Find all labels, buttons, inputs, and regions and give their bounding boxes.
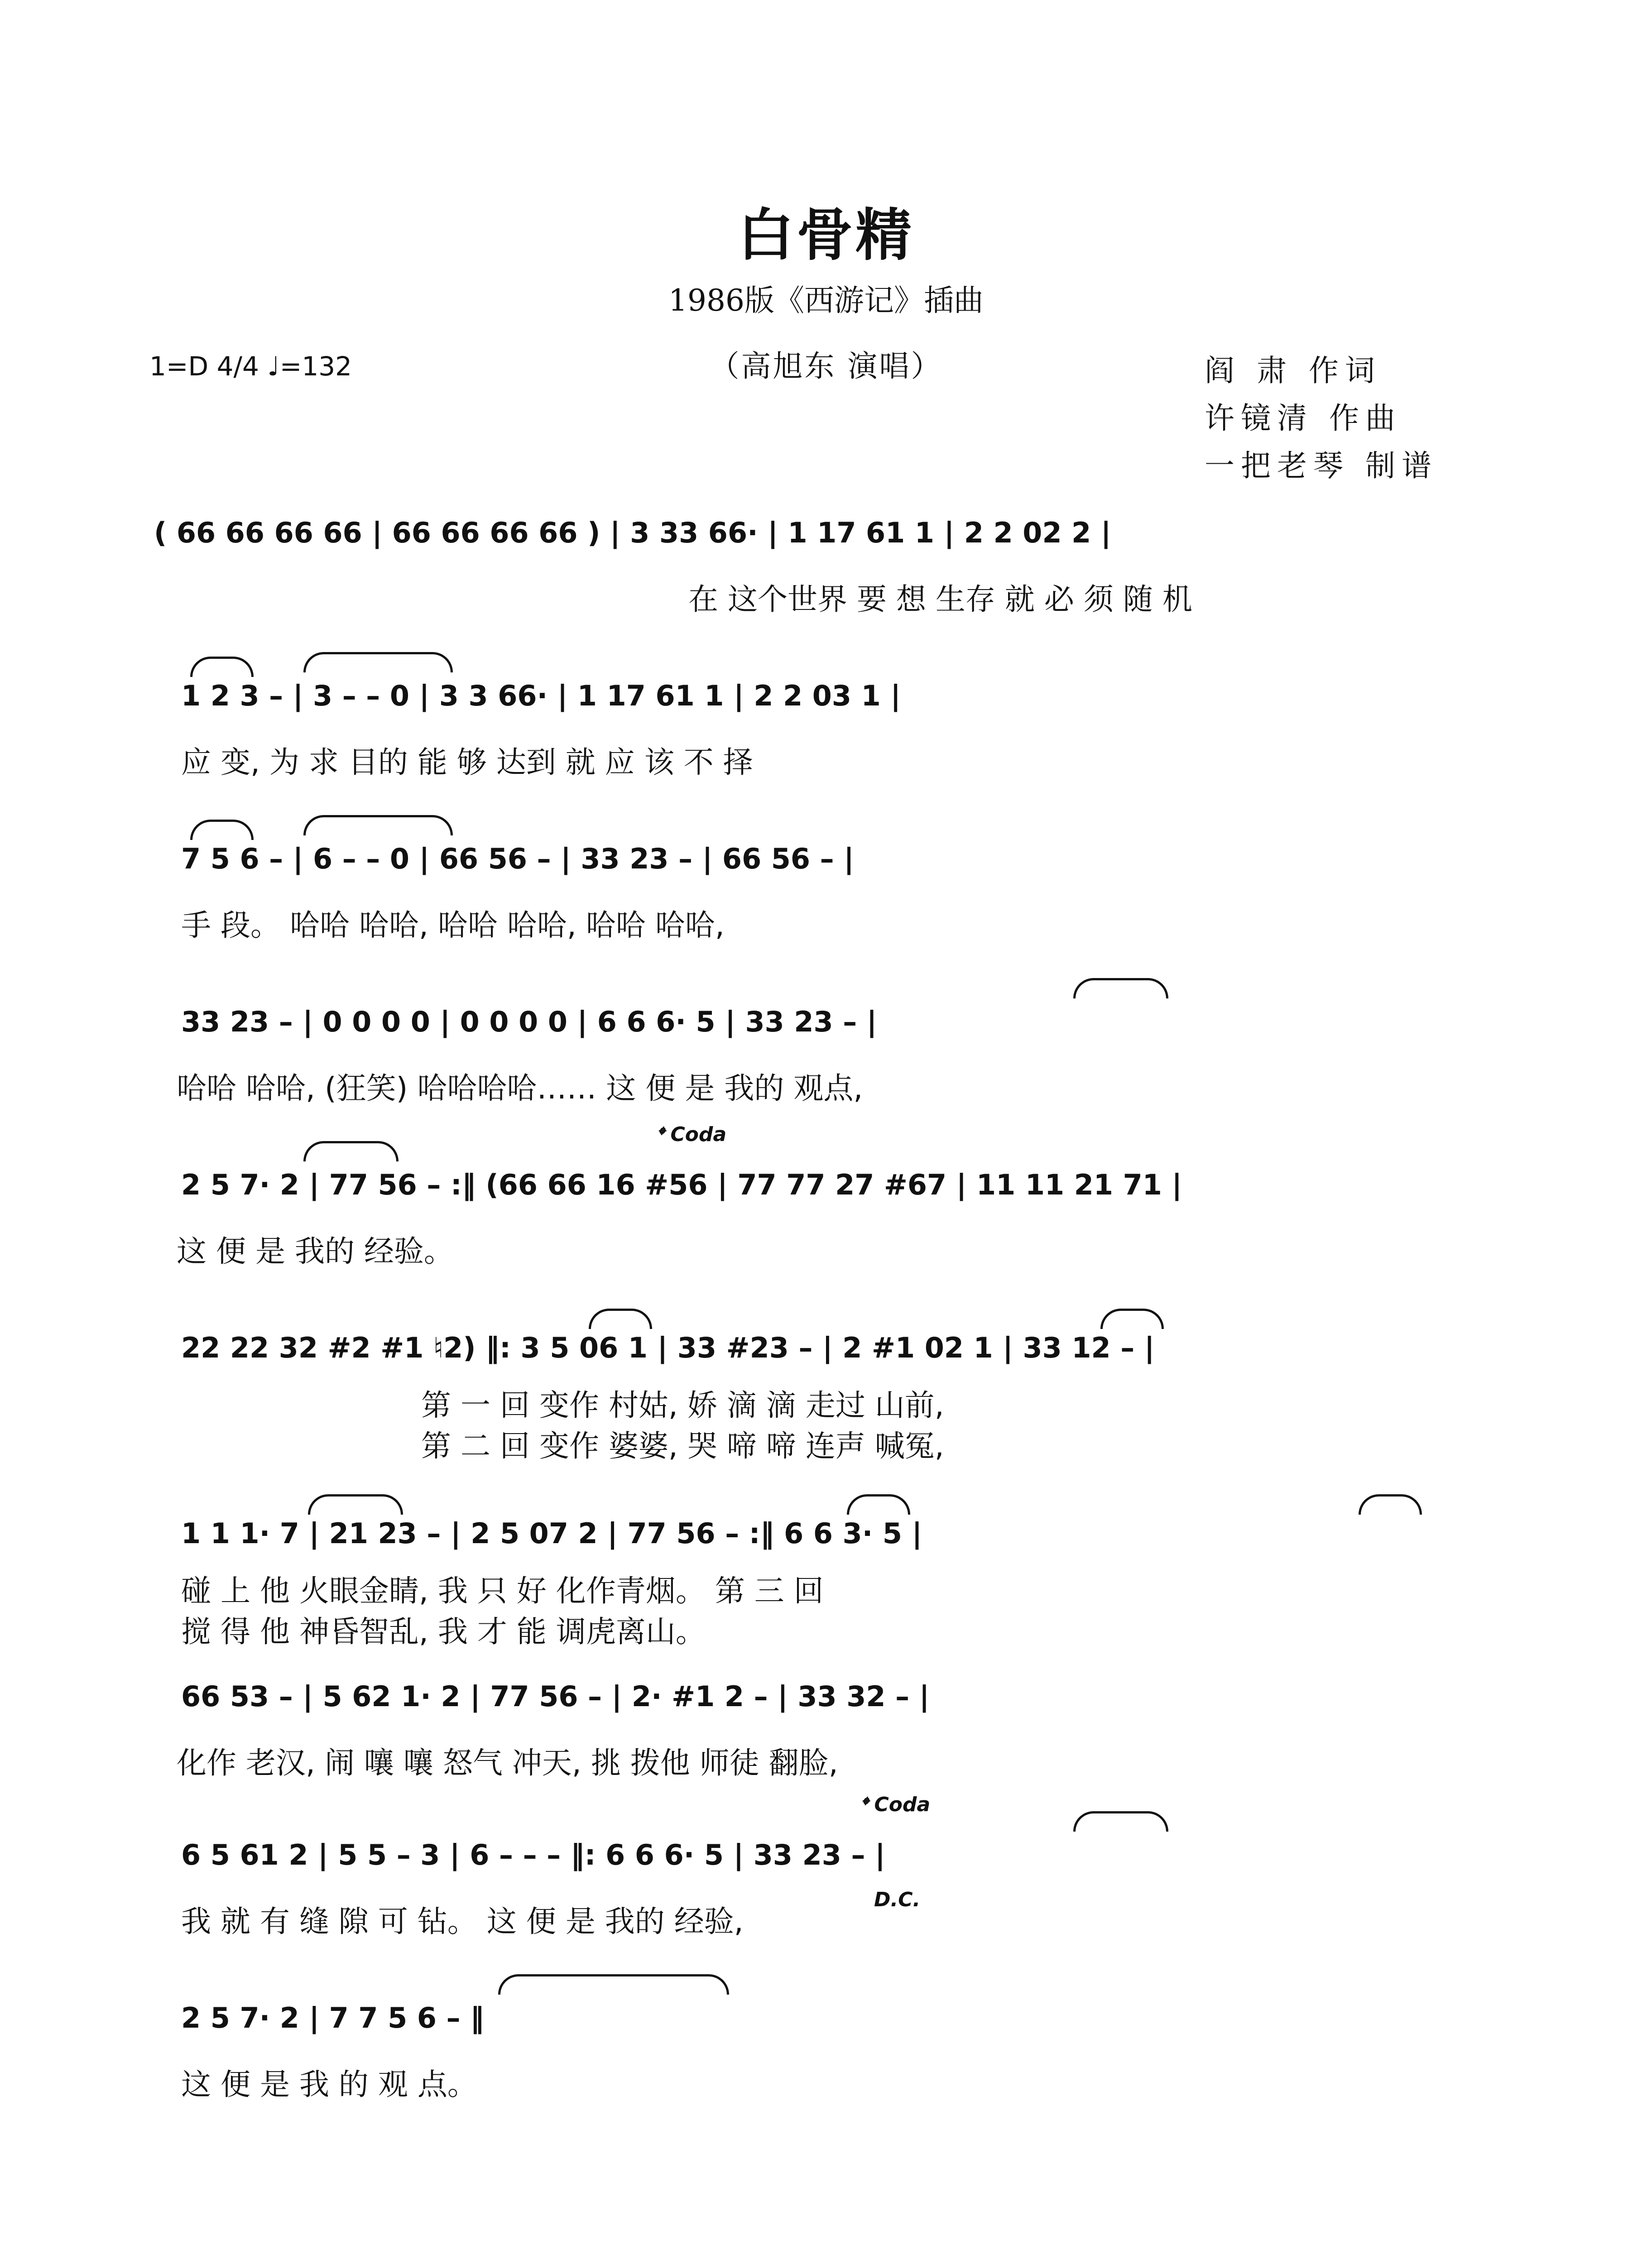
transcriber-credit: 一把老琴 制谱 [1205,448,1438,483]
song-subtitle: 1986版《西游记》插曲 [668,283,984,318]
tie-slur [303,815,453,835]
tie-slur [589,1309,652,1329]
tie-slur [190,820,254,840]
notation-line: ( 66 66 66 66 | 66 66 66 66 ) | 3 33 66· | 1 17 61 1 | 2 2 02 2 | [154,516,1111,549]
composer-credit: 许镜清 作曲 [1205,401,1402,436]
notation-line: 6 5 61 2 | 5 5 – 3 | 6 – – – ‖: 6 6 6· 5 | 33 23 – | [181,1838,885,1871]
tie-slur [303,652,453,672]
lyric-line: 哈哈 哈哈, (狂笑) 哈哈哈哈…… 这 便 是 我的 观点, [177,1071,863,1106]
coda-mark: 𝄌 Coda [657,1123,727,1146]
lyric-line: 这 便 是 我 的 观 点。 [181,2067,477,2102]
tie-slur [1073,1811,1168,1832]
lyric-line-verse1: 碰 上 他 火眼金睛, 我 只 好 化作青烟。 第 三 回 [181,1573,824,1608]
lyric-line: 应 变, 为 求 目的 能 够 达到 就 应 该 不 择 [181,745,753,780]
lyric-line-verse2: 第 二 回 变作 婆婆, 哭 啼 啼 连声 喊冤, [421,1429,944,1463]
tie-slur [308,1494,403,1515]
notation-line: 7 5 6 – | 6 – – 0 | 66 56 – | 33 23 – | 66 56 – | [181,842,854,875]
lyric-line-verse2: 搅 得 他 神昏智乱, 我 才 能 调虎离山。 [181,1614,706,1649]
notation-line: 2 5 7· 2 | 77 56 – :‖ (66 66 16 #56 | 77 77 27 #67 | 11 11 21 71 | [181,1168,1182,1201]
key-tempo: 1=D 4/4 ♩=132 [149,351,352,382]
tie-slur [847,1494,910,1515]
lyric-line: 手 段。 哈哈 哈哈, 哈哈 哈哈, 哈哈 哈哈, [181,908,725,943]
song-title: 白骨精 [737,202,914,268]
lyricist-credit: 阎 肃 作词 [1205,353,1381,388]
lyric-line: 我 就 有 缝 隙 可 钻。 这 便 是 我的 经验, [181,1904,744,1939]
performer: （高旭东 演唱） [709,349,943,384]
notation-line: 66 53 – | 5 62 1· 2 | 77 56 – | 2· #1 2 – | 33 32 – | [181,1680,930,1713]
coda-mark: 𝄌 Coda [860,1793,931,1816]
dc-mark: D.C. [874,1888,921,1911]
tie-slur [190,657,254,677]
notation-line: 2 5 7· 2 | 7 7 5 6 – ‖ [181,2001,485,2034]
coda-label: Coda [874,1793,931,1816]
coda-label: Coda [670,1123,727,1146]
tie-slur [303,1141,399,1161]
notation-line: 33 23 – | 0 0 0 0 | 0 0 0 0 | 6 6 6· 5 | 33 23 – | [181,1005,877,1038]
lyric-line-verse1: 第 一 回 变作 村姑, 娇 滴 滴 走过 山前, [421,1388,944,1423]
tie-slur [1359,1494,1422,1515]
tie-slur [1073,978,1168,998]
lyric-line: 化作 老汉, 闹 嚷 嚷 怒气 冲天, 挑 拨他 师徒 翻脸, [177,1746,838,1780]
tie-slur [1100,1309,1164,1329]
notation-line: 22 22 32 #2 #1 ♮2) ‖: 3 5 06 1 | 33 #23 – | 2 #1 02 1 | 33 12 – | [181,1331,1155,1364]
notation-line: 1 1 1· 7 | 21 23 – | 2 5 07 2 | 77 56 – :‖ 6 6 3· 5 | [181,1517,922,1550]
lyric-line: 在 这个世界 要 想 生存 就 必 须 随 机 [688,582,1192,617]
notation-line: 1 2 3 – | 3 – – 0 | 3 3 66· | 1 17 61 1 | 2 2 03 1 | [181,679,901,712]
lyric-line: 这 便 是 我的 经验。 [177,1234,454,1269]
tie-slur [498,1974,729,1995]
